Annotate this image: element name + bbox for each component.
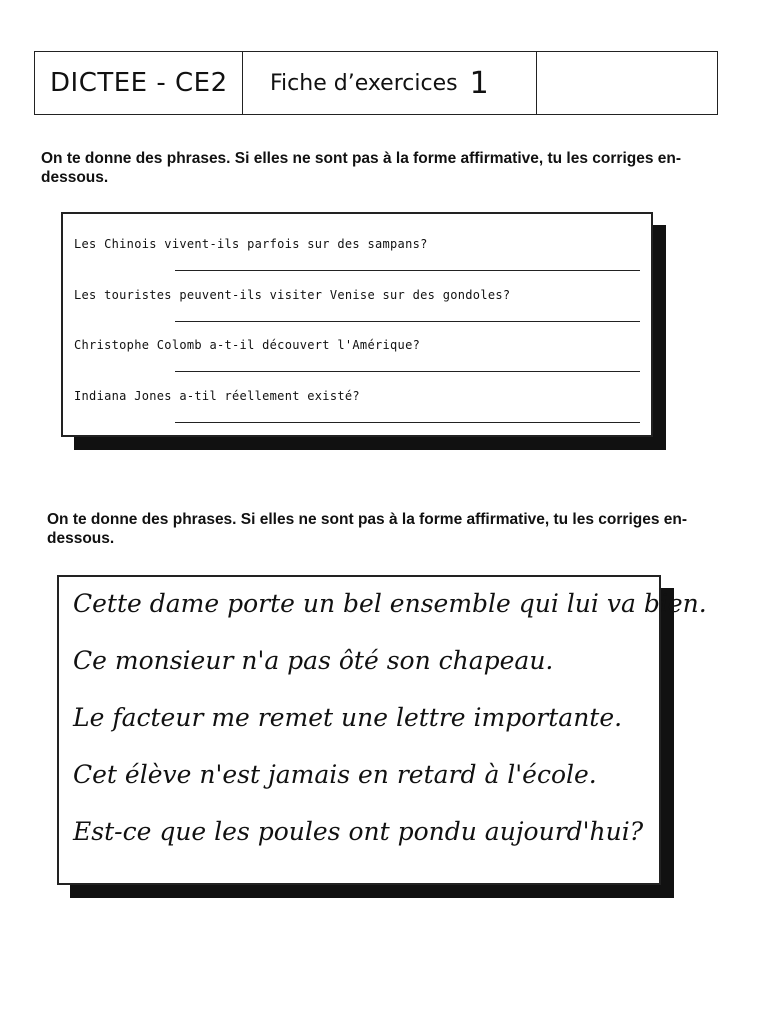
exercise2-instruction: On te donne des phrases. Si elles ne sont pas à la forme affirmative, tu les corriges en-dessous. <box>47 511 688 547</box>
header-title-cell <box>35 52 243 114</box>
exercise1-instruction: On te donne des phrases. Si elles ne sont pas à la forme affirmative, tu les corriges en-dessous. <box>41 150 682 186</box>
header-title: DICTEE - CE2 <box>50 68 228 98</box>
answer-line[interactable] <box>175 371 640 372</box>
answer-line[interactable] <box>175 321 640 322</box>
exercise2-sentence: Le facteur me remet une lettre importante. <box>73 703 623 732</box>
exercise1-box <box>61 212 653 437</box>
exercise2-sentence: Cette dame porte un bel ensemble qui lui va bien. <box>73 589 707 618</box>
header-subtitle: Fiche d’exercices <box>270 70 458 96</box>
exercise2-sentence: Est-ce que les poules ont pondu aujourd'hui? <box>73 817 644 846</box>
header-subtitle-cell <box>243 52 537 114</box>
exercise2-sentence: Cet élève n'est jamais en retard à l'école. <box>73 760 597 789</box>
header-empty-cell <box>537 52 717 114</box>
header-number: 1 <box>469 65 489 101</box>
exercise2-sentence: Ce monsieur n'a pas ôté son chapeau. <box>73 646 554 675</box>
exercise1-sentence: Les Chinois vivent-ils parfois sur des sampans? <box>74 237 428 251</box>
exercise2-box <box>57 575 707 885</box>
exercise1-sentence: Les touristes peuvent-ils visiter Venise sur des gondoles? <box>74 288 511 302</box>
answer-line[interactable] <box>175 270 640 271</box>
exercise1-sentence: Christophe Colomb a-t-il découvert l'Amérique? <box>74 338 421 352</box>
header-table <box>34 51 718 115</box>
exercise1-sentence: Indiana Jones a-til réellement existé? <box>74 389 360 403</box>
answer-line[interactable] <box>175 422 640 423</box>
